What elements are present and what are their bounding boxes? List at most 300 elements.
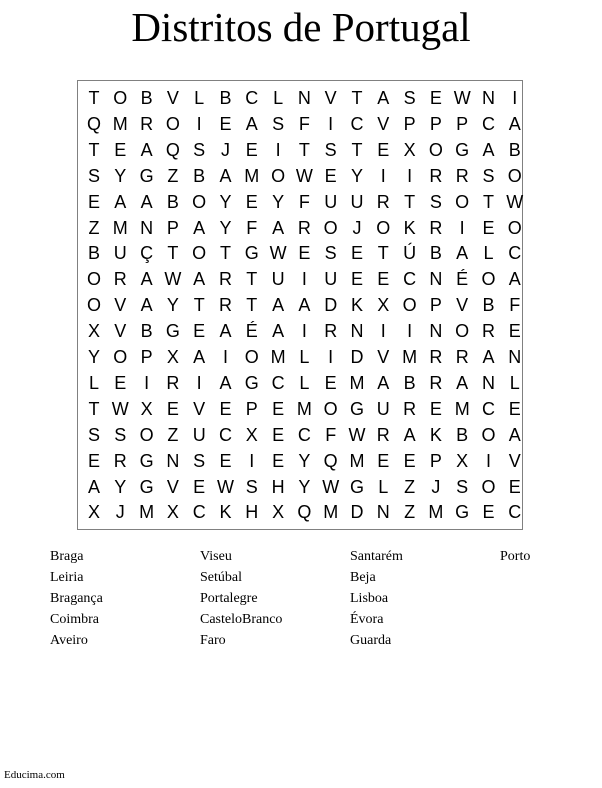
- grid-letter: L: [299, 372, 310, 393]
- grid-letter: V: [324, 88, 337, 108]
- grid-letter: S: [114, 424, 127, 445]
- grid-letter: E: [403, 450, 416, 471]
- grid-letter: X: [87, 502, 100, 523]
- grid-letter: R: [113, 269, 127, 290]
- grid-letter: G: [165, 321, 180, 342]
- grid-letter: R: [429, 347, 443, 367]
- grid-letter: E: [377, 450, 390, 471]
- grid-letter: M: [349, 450, 365, 471]
- grid-letter: S: [193, 450, 206, 471]
- grid-letter: A: [508, 113, 521, 134]
- word-list-item: Viseu: [200, 549, 232, 564]
- grid-letter: O: [323, 398, 338, 419]
- grid-letter: A: [272, 321, 285, 342]
- grid-letter: R: [219, 269, 232, 290]
- grid-letter: N: [429, 269, 443, 290]
- word-list-item: Coimbra: [50, 612, 99, 627]
- grid-letter: N: [140, 217, 154, 238]
- grid-letter: G: [349, 398, 364, 419]
- grid-letter: S: [87, 165, 100, 186]
- grid-letter: A: [272, 217, 285, 238]
- grid-letter: W: [348, 424, 366, 445]
- word-list-item: Bragança: [50, 591, 103, 606]
- grid-letter: C: [219, 424, 232, 445]
- grid-letter: T: [193, 295, 205, 316]
- grid-letter: R: [297, 217, 311, 238]
- grid-letter: C: [350, 113, 364, 134]
- grid-letter: M: [323, 502, 339, 523]
- grid-letter: I: [407, 321, 413, 342]
- grid-letter: G: [244, 243, 259, 264]
- grid-letter: A: [193, 217, 206, 238]
- grid-letter: E: [272, 398, 285, 419]
- grid-letter: E: [193, 321, 206, 342]
- grid-letter: X: [377, 295, 390, 316]
- grid-letter: E: [508, 398, 521, 419]
- word-list-item: Faro: [200, 633, 226, 648]
- grid-letter: F: [325, 424, 337, 445]
- grid-letter: X: [166, 502, 179, 523]
- grid-letter: E: [166, 398, 179, 419]
- grid-letter: P: [456, 113, 469, 134]
- grid-letter: E: [508, 321, 521, 342]
- grid-letter: B: [140, 88, 153, 108]
- word-list-item: Évora: [350, 612, 384, 627]
- grid-letter: O: [86, 269, 101, 290]
- grid-letter: V: [456, 295, 469, 316]
- grid-letter: C: [508, 502, 522, 523]
- grid-letter: K: [350, 295, 363, 316]
- grid-letter: E: [350, 243, 363, 264]
- grid-letter: E: [377, 269, 390, 290]
- grid-letter: Q: [297, 502, 312, 523]
- grid-letter: T: [351, 88, 363, 108]
- grid-letter: A: [272, 295, 285, 316]
- grid-letter: K: [403, 217, 416, 238]
- grid-letter: Y: [114, 165, 127, 186]
- grid-letter: R: [376, 191, 390, 212]
- grid-letter: N: [508, 347, 522, 367]
- grid-letter: O: [507, 165, 522, 186]
- grid-letter: B: [140, 321, 153, 342]
- grid-letter: O: [323, 217, 338, 238]
- grid-letter: O: [244, 347, 259, 367]
- grid-letter: N: [429, 321, 443, 342]
- grid-letter: I: [275, 139, 281, 160]
- grid-letter: S: [403, 88, 416, 108]
- grid-letter: W: [322, 476, 340, 497]
- grid-letter: P: [403, 113, 416, 134]
- grid-letter: V: [166, 476, 179, 497]
- grid-letter: É: [245, 321, 258, 342]
- grid-letter: E: [350, 269, 363, 290]
- grid-letter: C: [508, 243, 522, 264]
- grid-letter: A: [193, 347, 206, 367]
- grid-letter: E: [219, 398, 232, 419]
- grid-letter: Ú: [403, 243, 417, 264]
- grid-letter: X: [403, 139, 416, 160]
- grid-letter: B: [403, 372, 416, 393]
- grid-letter: T: [298, 139, 310, 160]
- grid-letter: C: [297, 424, 311, 445]
- grid-letter: S: [324, 139, 337, 160]
- grid-letter: N: [482, 88, 495, 108]
- grid-letter: I: [249, 450, 255, 471]
- grid-letter: G: [244, 372, 259, 393]
- grid-letter: O: [165, 113, 180, 134]
- grid-letter: J: [221, 139, 230, 160]
- grid-letter: K: [429, 424, 442, 445]
- grid-letter: U: [113, 243, 127, 264]
- grid-letter: A: [377, 372, 390, 393]
- grid-letter: T: [377, 243, 389, 264]
- grid-letter: E: [298, 243, 311, 264]
- grid-letter: O: [455, 321, 470, 342]
- grid-letter: M: [402, 347, 418, 367]
- grid-letter: L: [88, 372, 99, 393]
- grid-letter: S: [456, 476, 469, 497]
- grid-letter: A: [193, 269, 206, 290]
- grid-letter: C: [482, 398, 495, 419]
- grid-letter: Q: [86, 113, 101, 134]
- grid-letter: O: [481, 269, 496, 290]
- grid-letter: E: [429, 88, 442, 108]
- grid-letter: E: [482, 502, 495, 523]
- grid-letter: P: [140, 347, 153, 367]
- grid-letter: R: [324, 321, 338, 342]
- grid-letter: S: [87, 424, 100, 445]
- grid-letter: Y: [272, 191, 285, 212]
- grid-letter: W: [217, 476, 234, 497]
- word-list-item: Lisboa: [350, 591, 389, 606]
- word-list-item: Santarém: [350, 549, 403, 564]
- grid-letter: X: [87, 321, 100, 342]
- grid-letter: N: [376, 502, 390, 523]
- grid-letter: R: [455, 165, 469, 186]
- grid-letter: O: [481, 424, 496, 445]
- grid-letter: X: [166, 347, 179, 367]
- grid-letter: É: [456, 269, 469, 290]
- grid-letter: Z: [404, 502, 416, 523]
- grid-letter: I: [328, 347, 334, 367]
- grid-letter: I: [196, 372, 202, 393]
- grid-letter: U: [376, 398, 390, 419]
- grid-letter: C: [245, 88, 259, 108]
- grid-letter: I: [328, 113, 334, 134]
- grid-letter: Z: [404, 476, 416, 497]
- word-search-grid: [77, 80, 523, 530]
- grid-letter: R: [166, 372, 180, 393]
- grid-letter: Y: [219, 191, 232, 212]
- grid-letter: B: [482, 295, 495, 316]
- grid-letter: O: [481, 476, 496, 497]
- grid-letter: V: [114, 295, 127, 316]
- grid-letter: L: [273, 88, 284, 108]
- grid-letter: S: [324, 243, 337, 264]
- grid-letter: T: [167, 243, 179, 264]
- grid-letter: R: [113, 450, 127, 471]
- grid-letter: V: [377, 113, 390, 134]
- grid-letter: Y: [219, 217, 232, 238]
- grid-letter: V: [166, 88, 179, 108]
- grid-letter: X: [456, 450, 469, 471]
- grid-letter: R: [429, 165, 443, 186]
- grid-letter: E: [114, 372, 127, 393]
- grid-letter: C: [192, 502, 206, 523]
- grid-letter: G: [455, 139, 470, 160]
- grid-letter: J: [115, 502, 125, 523]
- grid-letter: E: [429, 398, 442, 419]
- grid-letter: R: [219, 295, 232, 316]
- grid-letter: M: [270, 347, 286, 367]
- grid-letter: R: [482, 321, 495, 342]
- grid-letter: U: [350, 191, 364, 212]
- grid-letter: B: [456, 424, 469, 445]
- grid-letter: D: [350, 347, 364, 367]
- grid-letter: O: [113, 88, 128, 108]
- grid-letter: C: [271, 372, 285, 393]
- grid-letter: T: [246, 295, 258, 316]
- grid-letter: D: [324, 295, 338, 316]
- grid-letter: C: [482, 113, 495, 134]
- grid-letter: E: [377, 139, 390, 160]
- grid-letter: U: [324, 191, 338, 212]
- grid-letter: O: [86, 295, 101, 316]
- word-list-item: Beja: [350, 570, 376, 585]
- grid-letter: O: [271, 165, 286, 186]
- grid-letter: M: [428, 502, 444, 523]
- grid-letter: E: [87, 191, 100, 212]
- grid-letter: W: [453, 88, 471, 108]
- grid-letter: S: [245, 476, 258, 497]
- grid-letter: Q: [323, 450, 338, 471]
- grid-letter: S: [482, 165, 495, 186]
- grid-letter: X: [245, 424, 258, 445]
- grid-letter: F: [246, 217, 258, 238]
- grid-letter: E: [324, 165, 337, 186]
- word-list-item: Braga: [50, 549, 84, 564]
- grid-letter: E: [219, 450, 232, 471]
- grid-letter: U: [271, 269, 285, 290]
- word-list-item: Leiria: [50, 570, 84, 585]
- grid-letter: A: [140, 295, 153, 316]
- grid-letter: G: [349, 476, 364, 497]
- grid-letter: E: [272, 424, 285, 445]
- grid-letter: Y: [350, 165, 363, 186]
- grid-letter: A: [298, 295, 311, 316]
- grid-letter: J: [352, 217, 362, 238]
- grid-letter: B: [166, 191, 179, 212]
- grid-letter: Y: [166, 295, 179, 316]
- grid-letter: I: [459, 217, 465, 238]
- word-list-item: Aveiro: [50, 633, 88, 648]
- grid-letter: O: [402, 295, 417, 316]
- grid-letter: C: [403, 269, 417, 290]
- grid-letter: R: [455, 347, 469, 367]
- grid-letter: D: [350, 502, 364, 523]
- footer-credit: Educima.com: [4, 769, 65, 781]
- grid-letter: O: [455, 191, 470, 212]
- grid-letter: Y: [114, 476, 127, 497]
- grid-letter: O: [376, 217, 391, 238]
- grid-letter: L: [194, 88, 205, 108]
- grid-letter: T: [246, 269, 258, 290]
- grid-letter: O: [192, 243, 207, 264]
- grid-letter: E: [324, 372, 337, 393]
- word-list-item: Guarda: [350, 633, 392, 648]
- grid-letter: H: [271, 476, 285, 497]
- grid-letter: R: [376, 424, 390, 445]
- grid-letter: A: [377, 88, 390, 108]
- grid-letter: A: [219, 165, 232, 186]
- grid-letter: S: [272, 113, 285, 134]
- word-list-item: CasteloBranco: [200, 612, 283, 627]
- grid-letter: Y: [298, 476, 311, 497]
- grid-letter: B: [219, 88, 232, 108]
- grid-letter: N: [482, 372, 495, 393]
- grid-letter: Z: [167, 165, 179, 186]
- grid-letter: A: [114, 191, 127, 212]
- grid-letter: N: [297, 88, 311, 108]
- grid-letter: E: [245, 139, 258, 160]
- grid-letter: Q: [165, 139, 180, 160]
- grid-letter: E: [272, 450, 285, 471]
- grid-letter: W: [506, 191, 524, 212]
- grid-letter: M: [454, 398, 470, 419]
- grid-letter: M: [349, 372, 365, 393]
- grid-letter: M: [112, 113, 128, 134]
- grid-letter: E: [87, 450, 100, 471]
- grid-letter: I: [222, 347, 228, 367]
- grid-letter: P: [166, 217, 179, 238]
- grid-letter: L: [299, 347, 310, 367]
- grid-letter: F: [298, 113, 310, 134]
- grid-letter: I: [485, 450, 491, 471]
- word-list-item: Porto: [500, 549, 531, 564]
- grid-letter: M: [296, 398, 312, 419]
- grid-letter: M: [244, 165, 260, 186]
- grid-letter: T: [220, 243, 231, 264]
- grid-letter: J: [431, 476, 441, 497]
- word-list-item: Setúbal: [200, 570, 242, 585]
- grid-letter: A: [140, 269, 153, 290]
- grid-letter: P: [429, 113, 442, 134]
- grid-letter: W: [111, 398, 129, 419]
- grid-letter: G: [139, 450, 154, 471]
- grid-letter: A: [219, 372, 232, 393]
- grid-letter: O: [139, 424, 154, 445]
- grid-letter: I: [301, 321, 307, 342]
- grid-letter: E: [219, 113, 232, 134]
- grid-letter: X: [140, 398, 153, 419]
- grid-letter: I: [380, 321, 386, 342]
- grid-letter: A: [508, 269, 521, 290]
- grid-letter: E: [508, 476, 521, 497]
- grid-letter: K: [219, 502, 232, 523]
- grid-letter: Y: [298, 450, 311, 471]
- grid-letter: G: [139, 165, 154, 186]
- grid-letter: E: [114, 139, 127, 160]
- grid-letter: R: [403, 398, 417, 419]
- grid-letter: M: [112, 217, 128, 238]
- grid-letter: I: [512, 88, 518, 108]
- grid-letter: O: [507, 217, 522, 238]
- grid-letter: N: [166, 450, 180, 471]
- grid-letter: B: [87, 243, 100, 264]
- grid-letter: P: [429, 295, 442, 316]
- grid-letter: E: [482, 217, 495, 238]
- grid-letter: Z: [88, 217, 100, 238]
- grid-letter: R: [140, 113, 154, 134]
- grid-letter: U: [324, 269, 338, 290]
- grid-letter: A: [456, 243, 469, 264]
- grid-letter: I: [196, 113, 202, 134]
- grid-letter: S: [429, 191, 442, 212]
- grid-letter: Y: [87, 347, 100, 367]
- grid-letter: E: [193, 476, 206, 497]
- grid-letter: L: [378, 476, 389, 497]
- grid-letter: V: [114, 321, 127, 342]
- grid-letter: P: [429, 450, 442, 471]
- grid-letter: I: [407, 165, 413, 186]
- grid-letter: S: [193, 139, 206, 160]
- grid-letter: Z: [167, 424, 179, 445]
- grid-letter: A: [140, 191, 153, 212]
- grid-letter: L: [483, 243, 494, 264]
- grid-letter: W: [295, 165, 313, 186]
- page-title: Distritos de Portugal: [131, 4, 471, 50]
- grid-letter: A: [245, 113, 258, 134]
- grid-letter: A: [140, 139, 153, 160]
- grid-letter: P: [245, 398, 258, 419]
- grid-letter: W: [269, 243, 287, 264]
- grid-letter: A: [482, 139, 495, 160]
- grid-letter: I: [144, 372, 150, 393]
- grid-letter: I: [301, 269, 307, 290]
- grid-letter: Ç: [140, 243, 154, 264]
- grid-letter: G: [139, 476, 154, 497]
- grid-letter: I: [380, 165, 386, 186]
- grid-letter: U: [192, 424, 206, 445]
- grid-letter: G: [455, 502, 470, 523]
- grid-letter: T: [88, 88, 100, 108]
- grid-letter: R: [429, 217, 443, 238]
- grid-letter: A: [87, 476, 100, 497]
- grid-letter: R: [429, 372, 443, 393]
- grid-letter: L: [509, 372, 520, 393]
- grid-letter: N: [350, 321, 364, 342]
- grid-letter: F: [509, 295, 521, 316]
- grid-letter: O: [192, 191, 207, 212]
- grid-letter: V: [508, 450, 521, 471]
- grid-letter: B: [429, 243, 442, 264]
- grid-letter: T: [88, 398, 100, 419]
- grid-letter: T: [404, 191, 416, 212]
- grid-letter: X: [272, 502, 285, 523]
- grid-letter: V: [193, 398, 206, 419]
- grid-letter: M: [139, 502, 155, 523]
- grid-letter: T: [483, 191, 494, 212]
- grid-letter: T: [351, 139, 363, 160]
- grid-letter: A: [456, 372, 469, 393]
- grid-letter: A: [482, 347, 495, 367]
- grid-letter: V: [377, 347, 390, 367]
- word-list-item: Portalegre: [200, 591, 258, 606]
- grid-letter: A: [508, 424, 521, 445]
- grid-letter: O: [428, 139, 443, 160]
- grid-letter: T: [88, 139, 100, 160]
- grid-letter: B: [508, 139, 521, 160]
